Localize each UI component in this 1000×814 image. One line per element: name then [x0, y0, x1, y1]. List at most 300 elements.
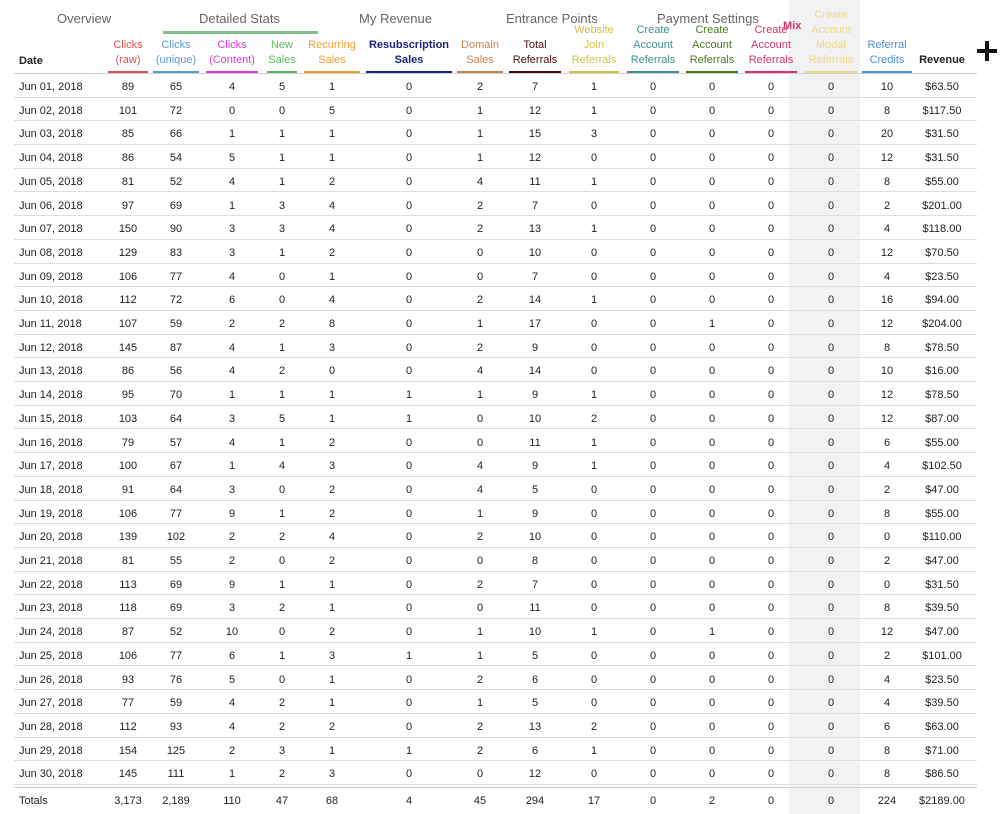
cell-resubscription-sales: 0 — [405, 199, 413, 212]
cell-clicks-content: 6 — [228, 649, 236, 662]
cell-clicks-raw: 103 — [118, 412, 138, 425]
cell-create-account-referrals-1: 0 — [649, 199, 657, 212]
cell-resubscription-sales: 0 — [405, 81, 413, 93]
cell-create-account-referrals-3: 0 — [767, 697, 775, 710]
row-date: Jun 04, 2018 — [19, 152, 83, 165]
cell-new-sales: 0 — [278, 104, 286, 117]
cell-create-account-referrals-3: 0 — [767, 246, 775, 259]
column-header-line: Clicks — [113, 39, 143, 51]
table-row[interactable] — [14, 619, 977, 643]
cell-create-account-referrals-1: 0 — [649, 673, 657, 686]
cell-create-account-referrals-1: 0 — [649, 128, 657, 141]
cell-new-sales: 3 — [278, 199, 286, 212]
row-date: Jun 23, 2018 — [19, 602, 83, 615]
cell-revenue: $78.50 — [925, 341, 959, 354]
table-row[interactable] — [14, 121, 977, 145]
cell-total-referrals: 7 — [531, 81, 539, 93]
cell-recurring-sales: 1 — [328, 744, 336, 757]
row-date: Jun 11, 2018 — [19, 318, 82, 330]
total-clicks-content: 110 — [223, 795, 241, 807]
cell-revenue: $101.00 — [922, 649, 962, 662]
cell-resubscription-sales: 0 — [405, 460, 413, 473]
row-date: Jun 21, 2018 — [19, 555, 83, 567]
column-header-line: Clicks — [217, 39, 247, 51]
cell-create-account-referrals-2: 0 — [708, 697, 716, 710]
cell-referral-credits: 0 — [883, 531, 891, 544]
cell-revenue: $47.00 — [925, 483, 959, 496]
cell-revenue: $102.50 — [922, 460, 962, 473]
cell-create-account-modal-referrals: 0 — [827, 152, 835, 165]
cell-website-join-referrals: 0 — [590, 555, 598, 567]
row-date: Jun 06, 2018 — [19, 199, 83, 212]
cell-create-account-modal-referrals: 0 — [827, 483, 835, 496]
cell-website-join-referrals: 2 — [590, 412, 598, 425]
cell-domain-sales: 2 — [476, 294, 484, 307]
row-date: Jun 09, 2018 — [19, 270, 83, 283]
cell-create-account-modal-referrals: 0 — [827, 81, 835, 93]
cell-clicks-unique: 77 — [169, 270, 183, 283]
row-date: Jun 02, 2018 — [19, 104, 83, 117]
cell-create-account-referrals-2: 0 — [708, 270, 716, 283]
row-date: Jun 19, 2018 — [19, 507, 83, 520]
cell-recurring-sales: 2 — [328, 246, 336, 259]
cell-revenue: $201.00 — [922, 199, 962, 212]
row-date: Jun 10, 2018 — [19, 294, 83, 307]
cell-create-account-referrals-1: 0 — [649, 507, 657, 520]
table-row[interactable] — [14, 287, 977, 311]
cell-new-sales: 1 — [278, 649, 286, 662]
cell-clicks-raw: 100 — [118, 460, 138, 473]
total-create-account-referrals-3: 0 — [767, 795, 775, 807]
cell-new-sales: 1 — [278, 246, 286, 259]
cell-clicks-unique: 93 — [169, 720, 183, 733]
table-row[interactable] — [14, 524, 977, 548]
cell-clicks-raw: 150 — [118, 223, 138, 236]
cell-create-account-referrals-2: 0 — [708, 744, 716, 757]
cell-clicks-content: 4 — [228, 697, 236, 710]
column-header-line: Total — [523, 39, 547, 51]
cell-clicks-unique: 56 — [169, 365, 183, 378]
cell-revenue: $118.00 — [922, 223, 962, 236]
column-header-line: Account — [751, 39, 791, 51]
cell-resubscription-sales: 0 — [405, 531, 413, 544]
cell-revenue: $39.50 — [925, 697, 959, 710]
tab-entrance-points[interactable]: Entrance Points — [506, 11, 598, 26]
column-header-line: (unique) — [155, 54, 197, 66]
cell-clicks-unique: 52 — [169, 175, 183, 188]
cell-create-account-referrals-1: 0 — [649, 246, 657, 259]
cell-new-sales: 2 — [278, 531, 286, 544]
cell-clicks-unique: 125 — [166, 744, 186, 757]
cell-total-referrals: 10 — [528, 531, 542, 544]
cell-website-join-referrals: 1 — [590, 81, 598, 93]
cell-create-account-modal-referrals: 0 — [827, 294, 835, 307]
cell-create-account-modal-referrals: 0 — [827, 128, 835, 141]
table-row[interactable] — [14, 738, 977, 762]
cell-create-account-modal-referrals: 0 — [827, 768, 835, 781]
cell-recurring-sales: 4 — [328, 223, 336, 236]
cell-create-account-referrals-3: 0 — [767, 768, 775, 781]
cell-resubscription-sales: 0 — [405, 697, 413, 710]
cell-total-referrals: 10 — [528, 412, 542, 425]
cell-clicks-unique: 54 — [169, 152, 183, 165]
cell-create-account-referrals-3: 0 — [767, 578, 775, 591]
cell-referral-credits: 4 — [883, 697, 891, 710]
cell-clicks-content: 5 — [228, 152, 236, 165]
cell-revenue: $55.00 — [925, 175, 959, 188]
cell-create-account-modal-referrals: 0 — [827, 555, 835, 567]
cell-website-join-referrals: 3 — [590, 128, 598, 141]
cell-create-account-referrals-3: 0 — [767, 555, 775, 567]
table-row[interactable] — [14, 572, 977, 596]
cell-clicks-content: 1 — [228, 768, 236, 781]
cell-clicks-content: 4 — [228, 720, 236, 733]
table-row[interactable] — [14, 193, 977, 217]
cell-total-referrals: 11 — [529, 175, 541, 188]
cell-total-referrals: 5 — [531, 697, 539, 710]
cell-create-account-referrals-3: 0 — [767, 294, 775, 307]
table-row[interactable] — [14, 311, 977, 335]
cell-website-join-referrals: 1 — [590, 175, 598, 188]
cell-referral-credits: 4 — [883, 270, 891, 283]
table-row[interactable] — [14, 382, 977, 406]
cell-new-sales: 0 — [278, 294, 286, 307]
cell-clicks-content: 4 — [228, 270, 236, 283]
cell-clicks-content: 9 — [228, 578, 236, 591]
cell-clicks-raw: 129 — [118, 246, 138, 259]
cell-create-account-referrals-2: 0 — [708, 175, 716, 188]
row-date: Jun 18, 2018 — [19, 483, 83, 496]
cell-create-account-referrals-2: 0 — [708, 720, 716, 733]
cell-domain-sales: 4 — [476, 460, 484, 473]
cell-clicks-raw: 86 — [121, 152, 135, 165]
table-row[interactable] — [14, 548, 977, 572]
cell-referral-credits: 12 — [880, 412, 894, 425]
table-row[interactable] — [14, 430, 977, 454]
table-row[interactable] — [14, 667, 977, 691]
column-header-line: Account — [633, 39, 673, 51]
cell-website-join-referrals: 0 — [590, 578, 598, 591]
column-header-line: Sales — [466, 54, 494, 66]
tab-detailed-stats[interactable]: Detailed Stats — [199, 11, 280, 26]
cell-new-sales: 5 — [278, 81, 286, 93]
cell-resubscription-sales: 0 — [405, 128, 413, 141]
cell-create-account-referrals-1: 0 — [649, 223, 657, 236]
cell-website-join-referrals: 1 — [590, 626, 598, 639]
table-row[interactable] — [14, 264, 977, 288]
cell-create-account-referrals-1: 0 — [649, 270, 657, 283]
row-date: Jun 01, 2018 — [19, 81, 83, 93]
cell-domain-sales: 0 — [476, 602, 484, 615]
cell-clicks-content: 1 — [228, 199, 236, 212]
cell-create-account-modal-referrals: 0 — [827, 626, 835, 639]
cell-clicks-unique: 55 — [169, 555, 183, 567]
cell-create-account-modal-referrals: 0 — [827, 412, 835, 425]
cell-revenue: $87.00 — [925, 412, 959, 425]
cell-create-account-referrals-1: 0 — [649, 744, 657, 757]
cell-clicks-unique: 59 — [169, 318, 183, 330]
column-header-line: Create — [814, 9, 848, 21]
cell-create-account-modal-referrals: 0 — [827, 104, 835, 117]
cell-domain-sales: 0 — [476, 768, 484, 781]
cell-new-sales: 2 — [278, 318, 286, 330]
cell-clicks-raw: 85 — [121, 128, 135, 141]
tab-my-revenue[interactable]: My Revenue — [359, 11, 432, 26]
cell-create-account-referrals-3: 0 — [767, 412, 775, 425]
cell-new-sales: 1 — [278, 341, 286, 354]
cell-create-account-referrals-3: 0 — [767, 152, 775, 165]
cell-create-account-referrals-3: 0 — [767, 270, 775, 283]
cell-create-account-modal-referrals: 0 — [827, 720, 835, 733]
cell-create-account-referrals-2: 0 — [708, 199, 716, 212]
cell-revenue: $94.00 — [925, 294, 959, 307]
table-row[interactable] — [14, 714, 977, 738]
table-row[interactable] — [14, 406, 977, 430]
cell-create-account-modal-referrals: 0 — [827, 436, 835, 449]
cell-total-referrals: 12 — [528, 768, 542, 781]
cell-total-referrals: 10 — [528, 626, 542, 639]
cell-create-account-referrals-2: 0 — [708, 649, 716, 662]
cell-clicks-content: 4 — [228, 81, 236, 93]
totals-label: Totals — [19, 795, 48, 807]
cell-new-sales: 1 — [278, 507, 286, 520]
cell-new-sales: 0 — [278, 270, 286, 283]
cell-resubscription-sales: 0 — [405, 318, 413, 330]
cell-create-account-referrals-3: 0 — [767, 199, 775, 212]
cell-new-sales: 1 — [278, 578, 286, 591]
cell-referral-credits: 2 — [883, 555, 891, 567]
table-row[interactable] — [14, 595, 977, 619]
cell-recurring-sales: 2 — [328, 720, 336, 733]
cell-recurring-sales: 2 — [328, 507, 336, 520]
cell-new-sales: 0 — [278, 673, 286, 686]
table-row[interactable] — [14, 643, 977, 667]
cell-recurring-sales: 1 — [328, 578, 336, 591]
cell-referral-credits: 2 — [883, 483, 891, 496]
cell-create-account-referrals-3: 0 — [767, 507, 775, 520]
cell-clicks-raw: 86 — [121, 365, 135, 378]
cell-clicks-raw: 77 — [121, 697, 135, 710]
table-row[interactable] — [14, 216, 977, 240]
cell-website-join-referrals: 0 — [590, 365, 598, 378]
cell-clicks-content: 2 — [228, 744, 236, 757]
cell-create-account-referrals-2: 0 — [708, 152, 716, 165]
cell-resubscription-sales: 0 — [405, 602, 413, 615]
table-row[interactable] — [14, 690, 977, 714]
table-row[interactable] — [14, 98, 977, 122]
cell-resubscription-sales: 0 — [405, 507, 413, 520]
cell-total-referrals: 10 — [528, 246, 542, 259]
cell-recurring-sales: 3 — [328, 341, 336, 354]
table-row[interactable] — [14, 453, 977, 477]
cell-clicks-content: 2 — [228, 318, 236, 330]
cell-referral-credits: 6 — [883, 720, 891, 733]
cell-total-referrals: 7 — [531, 270, 539, 283]
table-row[interactable] — [14, 169, 977, 193]
cell-create-account-modal-referrals: 0 — [827, 223, 835, 236]
cell-clicks-unique: 77 — [169, 649, 183, 662]
cell-clicks-raw: 145 — [118, 341, 138, 354]
table-row[interactable] — [14, 145, 977, 169]
column-header-date[interactable]: Date — [19, 55, 43, 67]
cell-resubscription-sales: 0 — [405, 768, 413, 781]
cell-create-account-referrals-3: 0 — [767, 673, 775, 686]
cell-referral-credits: 4 — [883, 673, 891, 686]
total-clicks-raw: 3,173 — [114, 795, 142, 807]
cell-website-join-referrals: 0 — [590, 602, 598, 615]
cell-recurring-sales: 2 — [328, 626, 336, 639]
cell-referral-credits: 4 — [883, 223, 891, 236]
total-resubscription-sales: 4 — [405, 795, 413, 807]
table-row[interactable] — [14, 358, 977, 382]
cell-website-join-referrals: 1 — [590, 294, 598, 307]
cell-create-account-referrals-1: 0 — [649, 555, 657, 567]
table-row[interactable] — [14, 501, 977, 525]
cell-referral-credits: 8 — [883, 507, 891, 520]
cell-domain-sales: 2 — [476, 720, 484, 733]
cell-referral-credits: 20 — [880, 128, 894, 141]
cell-total-referrals: 9 — [531, 389, 539, 402]
cell-domain-sales: 0 — [476, 412, 484, 425]
cell-referral-credits: 2 — [883, 199, 891, 212]
cell-domain-sales: 1 — [476, 507, 484, 520]
cell-clicks-content: 3 — [228, 602, 236, 615]
row-date: Jun 17, 2018 — [19, 460, 83, 473]
cell-domain-sales: 1 — [476, 104, 484, 117]
cell-clicks-content: 6 — [228, 294, 236, 307]
cell-recurring-sales: 4 — [328, 294, 336, 307]
cell-recurring-sales: 2 — [328, 555, 336, 567]
cell-resubscription-sales: 0 — [405, 223, 413, 236]
cell-resubscription-sales: 0 — [405, 720, 413, 733]
column-header-prefix: Mix — [783, 20, 802, 32]
column-header-line: Modal — [816, 39, 846, 51]
row-date: Jun 25, 2018 — [19, 649, 83, 662]
cell-create-account-referrals-1: 0 — [649, 602, 657, 615]
cell-total-referrals: 14 — [528, 365, 542, 378]
cell-create-account-referrals-1: 0 — [649, 175, 657, 188]
cell-clicks-content: 4 — [228, 175, 236, 188]
column-header-line: Referrals — [512, 54, 558, 66]
cell-total-referrals: 12 — [528, 104, 542, 117]
cell-recurring-sales: 1 — [328, 389, 336, 402]
cell-clicks-unique: 69 — [169, 602, 183, 615]
cell-new-sales: 0 — [278, 483, 286, 496]
tab-payment-settings[interactable]: Payment Settings — [657, 11, 759, 26]
cell-clicks-raw: 145 — [118, 768, 138, 781]
cell-create-account-modal-referrals: 0 — [827, 199, 835, 212]
cell-clicks-unique: 76 — [169, 673, 183, 686]
cell-clicks-unique: 69 — [169, 199, 183, 212]
cell-revenue: $78.50 — [925, 389, 959, 402]
cell-resubscription-sales: 0 — [405, 555, 413, 567]
tab-overview[interactable]: Overview — [57, 11, 112, 26]
cell-create-account-referrals-3: 0 — [767, 318, 775, 330]
cell-recurring-sales: 5 — [328, 104, 336, 117]
row-date: Jun 28, 2018 — [19, 720, 83, 733]
cell-create-account-modal-referrals: 0 — [827, 389, 835, 402]
cell-clicks-raw: 112 — [119, 720, 137, 733]
table-row[interactable] — [14, 477, 977, 501]
cell-recurring-sales: 1 — [328, 673, 336, 686]
cell-create-account-referrals-2: 0 — [708, 223, 716, 236]
cell-referral-credits: 8 — [883, 602, 891, 615]
total-create-account-referrals-1: 0 — [649, 795, 657, 807]
row-date: Jun 22, 2018 — [19, 578, 83, 591]
cell-create-account-referrals-1: 0 — [649, 294, 657, 307]
cell-clicks-raw: 106 — [118, 270, 138, 283]
column-header-line: (Content) — [209, 54, 255, 66]
cell-create-account-referrals-1: 0 — [649, 81, 657, 93]
cell-create-account-modal-referrals: 0 — [827, 649, 835, 662]
cell-create-account-referrals-3: 0 — [767, 531, 775, 544]
column-header-line: Create — [695, 24, 729, 36]
cell-resubscription-sales: 0 — [405, 294, 413, 307]
cell-total-referrals: 6 — [531, 673, 539, 686]
cell-referral-credits: 12 — [880, 318, 894, 330]
column-header-line: Account — [692, 39, 732, 51]
cell-clicks-content: 1 — [228, 389, 236, 402]
cell-recurring-sales: 3 — [328, 460, 336, 473]
column-header-revenue[interactable] — [892, 53, 992, 68]
cell-domain-sales: 4 — [476, 365, 484, 378]
column-header-line: Clicks — [161, 39, 191, 51]
cell-create-account-referrals-2: 0 — [708, 365, 716, 378]
cell-new-sales: 2 — [278, 365, 286, 378]
cell-recurring-sales: 2 — [328, 483, 336, 496]
table-row[interactable] — [14, 761, 977, 785]
cell-create-account-referrals-3: 0 — [767, 744, 775, 757]
cell-domain-sales: 0 — [476, 246, 484, 259]
cell-revenue: $55.00 — [925, 436, 959, 449]
total-create-account-referrals-2: 2 — [708, 795, 716, 807]
cell-create-account-referrals-3: 0 — [767, 128, 775, 141]
cell-create-account-referrals-1: 0 — [649, 531, 657, 544]
cell-create-account-referrals-1: 0 — [649, 720, 657, 733]
cell-total-referrals: 6 — [531, 744, 539, 757]
column-header-line: Create — [636, 24, 670, 36]
cell-domain-sales: 2 — [476, 531, 484, 544]
cell-resubscription-sales: 0 — [405, 673, 413, 686]
row-date: Jun 07, 2018 — [19, 223, 83, 236]
cell-website-join-referrals: 1 — [590, 460, 598, 473]
cell-clicks-raw: 95 — [121, 389, 135, 402]
cell-create-account-referrals-1: 0 — [649, 104, 657, 117]
cell-new-sales: 1 — [278, 436, 286, 449]
cell-referral-credits: 8 — [883, 104, 891, 117]
totals-row — [14, 787, 977, 811]
cell-website-join-referrals: 0 — [590, 270, 598, 283]
cell-clicks-raw: 107 — [118, 318, 138, 330]
cell-referral-credits: 6 — [883, 436, 891, 449]
cell-create-account-referrals-3: 0 — [767, 81, 775, 93]
cell-create-account-referrals-2: 0 — [708, 555, 716, 567]
cell-clicks-raw: 154 — [118, 744, 138, 757]
cell-recurring-sales: 1 — [328, 270, 336, 283]
cell-total-referrals: 9 — [531, 460, 539, 473]
table-row[interactable] — [14, 74, 977, 98]
table-row[interactable] — [14, 335, 977, 359]
cell-clicks-unique: 72 — [169, 294, 183, 307]
cell-clicks-raw: 139 — [118, 531, 138, 544]
table-row[interactable] — [14, 240, 977, 264]
cell-new-sales: 0 — [278, 626, 286, 639]
cell-create-account-referrals-1: 0 — [649, 649, 657, 662]
cell-clicks-unique: 65 — [169, 81, 183, 93]
column-header-line: Referrals — [689, 54, 735, 66]
cell-website-join-referrals: 0 — [590, 531, 598, 544]
cell-new-sales: 0 — [278, 555, 286, 567]
